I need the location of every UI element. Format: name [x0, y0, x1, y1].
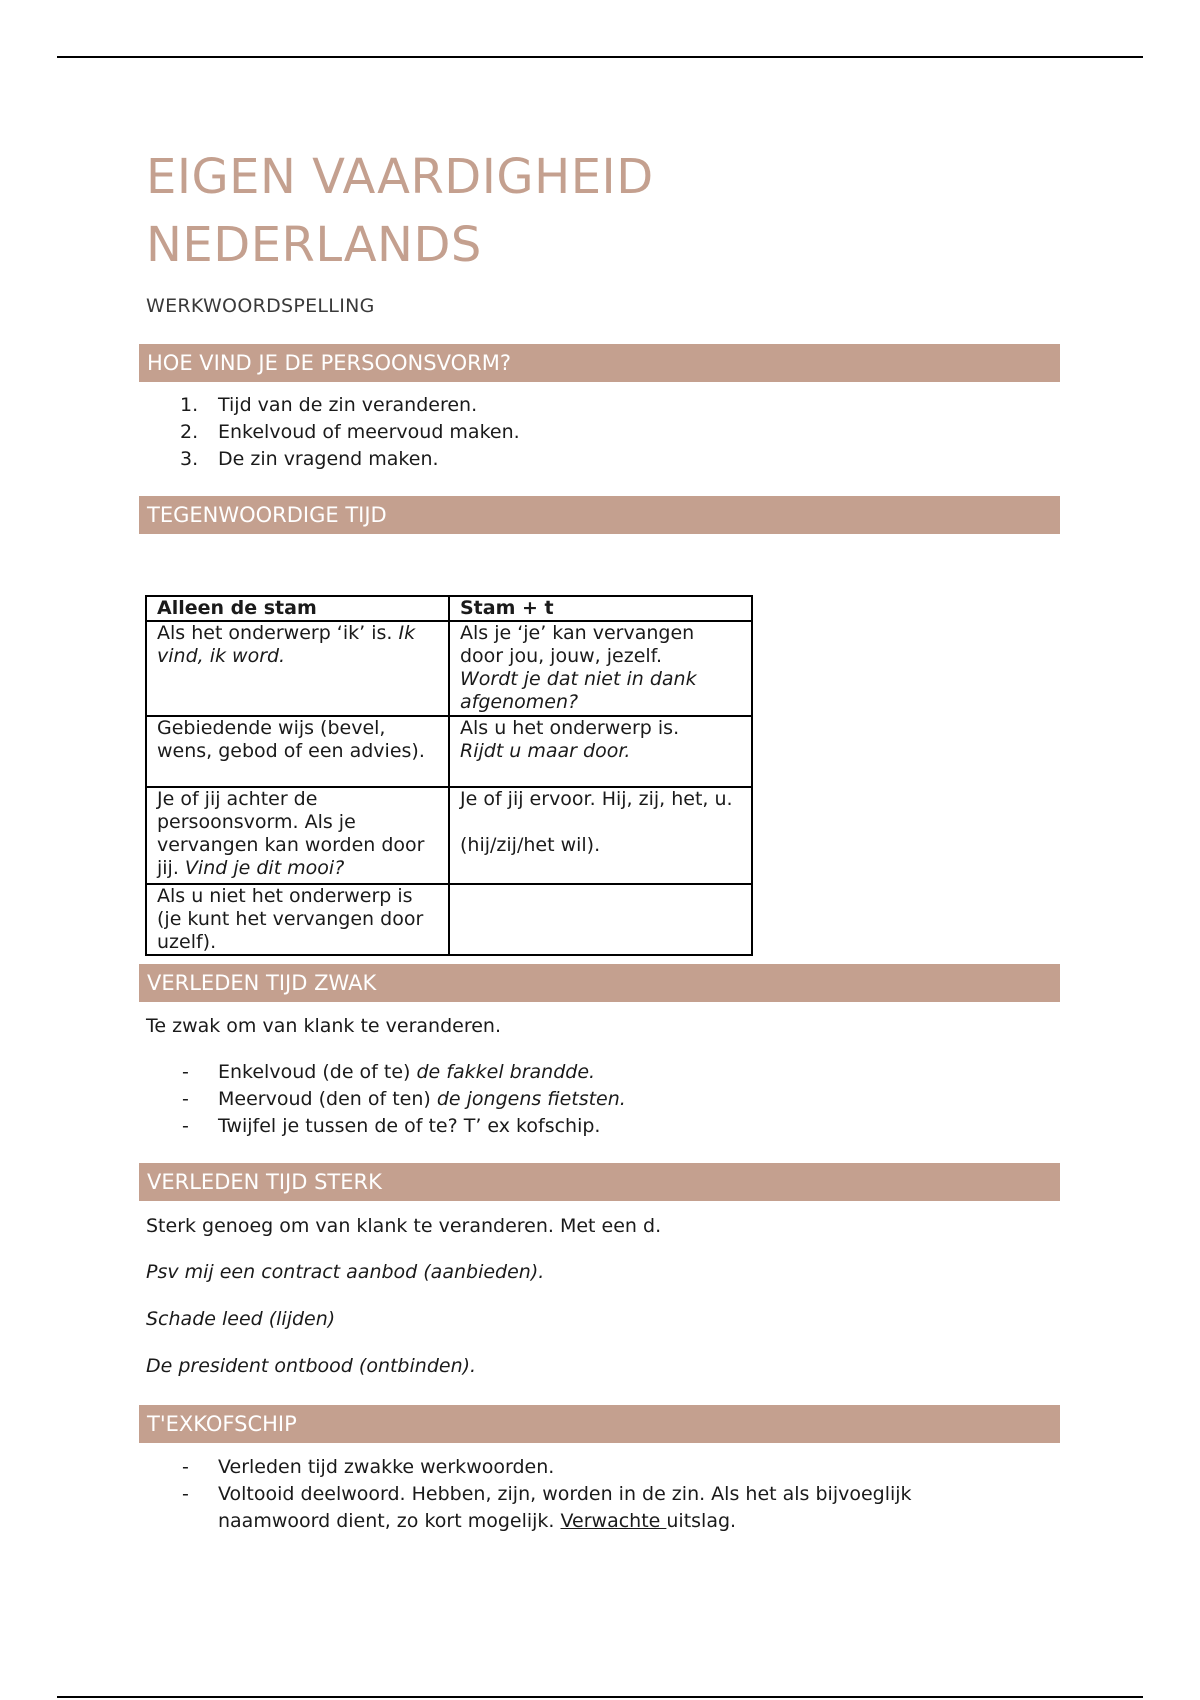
cell-note: (hij/zij/het wil).	[460, 834, 601, 856]
table-row	[146, 716, 752, 787]
table-header-row	[146, 596, 752, 621]
title-line-2: NEDERLANDS	[146, 217, 482, 273]
list-item-text: Enkelvoud of meervoud maken.	[218, 421, 520, 443]
document-subtitle: WERKWOORDSPELLING	[146, 295, 375, 317]
sterk-example: Psv mij een contract aanbod (aanbieden).	[146, 1261, 545, 1283]
list-item	[180, 419, 520, 446]
table-cell	[449, 884, 752, 955]
table-header-cell: Stam + t	[449, 596, 752, 621]
underlined-example: Verwachte	[560, 1510, 667, 1532]
table-cell	[146, 621, 449, 716]
table-header-cell: Alleen de stam	[146, 596, 449, 621]
list-item	[180, 1481, 1010, 1535]
section-heading-verleden-tijd-sterk: VERLEDEN TIJD STERK	[139, 1163, 1060, 1201]
section-heading-verleden-tijd-zwak: VERLEDEN TIJD ZWAK	[139, 964, 1060, 1002]
cell-text: Je of jij achter de persoonsvorm. Als je vervangen kan worden door jij.	[157, 788, 425, 879]
table-row	[146, 621, 752, 716]
list-item-text: Verleden tijd zwakke werkwoorden.	[218, 1456, 555, 1478]
sterk-example: De president ontbood (ontbinden).	[146, 1355, 477, 1377]
top-rule	[57, 56, 1143, 58]
list-item-text-end: uitslag.	[666, 1510, 737, 1532]
list-marker: -	[182, 1088, 189, 1110]
list-item-text: Tijd van de zin veranderen.	[218, 394, 478, 416]
zwak-list	[180, 1059, 626, 1140]
list-marker: -	[182, 1456, 189, 1478]
list-item-text: Twijfel je tussen de of te? T’ ex kofschip.	[218, 1115, 601, 1137]
table-cell	[146, 787, 449, 884]
cell-example: Ik vind, ik word.	[157, 622, 416, 667]
cell-text: Als je ‘je’ kan vervangen door jou, jouw, jezelf.	[460, 622, 695, 667]
cell-text: Je of jij ervoor. Hij, zij, het, u.	[460, 788, 733, 810]
list-marker: -	[182, 1483, 189, 1505]
list-marker: -	[182, 1061, 189, 1083]
document-title	[146, 143, 654, 279]
list-item-example: de fakkel brandde.	[416, 1061, 596, 1083]
list-item	[180, 1059, 626, 1086]
title-line-1: EIGEN VAARDIGHEID	[146, 149, 654, 205]
list-marker: 1.	[180, 394, 199, 416]
cell-text: Als u niet het onderwerp is (je kunt het vervangen door uzelf).	[157, 885, 424, 953]
sterk-intro: Sterk genoeg om van klank te veranderen. Met een d.	[146, 1215, 662, 1237]
list-item	[180, 1113, 626, 1140]
verb-rules-table	[145, 595, 753, 956]
cell-text: Gebiedende wijs (bevel, wens, gebod of een advies).	[157, 717, 425, 762]
section-heading-persoonsvorm: HOE VIND JE DE PERSOONSVORM?	[139, 344, 1060, 382]
table-cell	[449, 621, 752, 716]
section-heading-texkofschip: T'EXKOFSCHIP	[139, 1405, 1060, 1443]
section-heading-tegenwoordige-tijd: TEGENWOORDIGE TIJD	[139, 496, 1060, 534]
kofschip-list	[180, 1454, 1010, 1535]
cell-example: Vind je dit mooi?	[184, 857, 345, 879]
table-row	[146, 884, 752, 955]
list-item-text: Voltooid deelwoord. Hebben, zijn, worden in de zin. Als het als bijvoeglijk naamwoord dient, zo kort mogelijk.	[218, 1483, 912, 1532]
list-item-text: De zin vragend maken.	[218, 448, 439, 470]
list-item-example: de jongens fietsten.	[436, 1088, 626, 1110]
list-item	[180, 1454, 1010, 1481]
cell-example: Rijdt u maar door.	[460, 740, 631, 762]
persoonsvorm-list	[180, 392, 520, 473]
list-item	[180, 392, 520, 419]
table-cell	[146, 716, 449, 787]
list-item-text: Meervoud (den of ten)	[218, 1088, 437, 1110]
cell-text: Als u het onderwerp is.	[460, 717, 680, 739]
table-cell	[449, 716, 752, 787]
list-item	[180, 1086, 626, 1113]
cell-text: Als het onderwerp ‘ik’ is.	[157, 622, 399, 644]
list-item	[180, 446, 520, 473]
list-marker: 2.	[180, 421, 199, 443]
sterk-example: Schade leed (lijden)	[146, 1308, 336, 1330]
bottom-rule	[57, 1696, 1143, 1698]
list-item-text: Enkelvoud (de of te)	[218, 1061, 417, 1083]
table-cell	[146, 884, 449, 955]
cell-example: Wordt je dat niet in dank afgenomen?	[460, 668, 697, 713]
list-marker: -	[182, 1115, 189, 1137]
zwak-intro: Te zwak om van klank te veranderen.	[146, 1015, 501, 1037]
table-row	[146, 787, 752, 884]
list-marker: 3.	[180, 448, 199, 470]
table-cell	[449, 787, 752, 884]
